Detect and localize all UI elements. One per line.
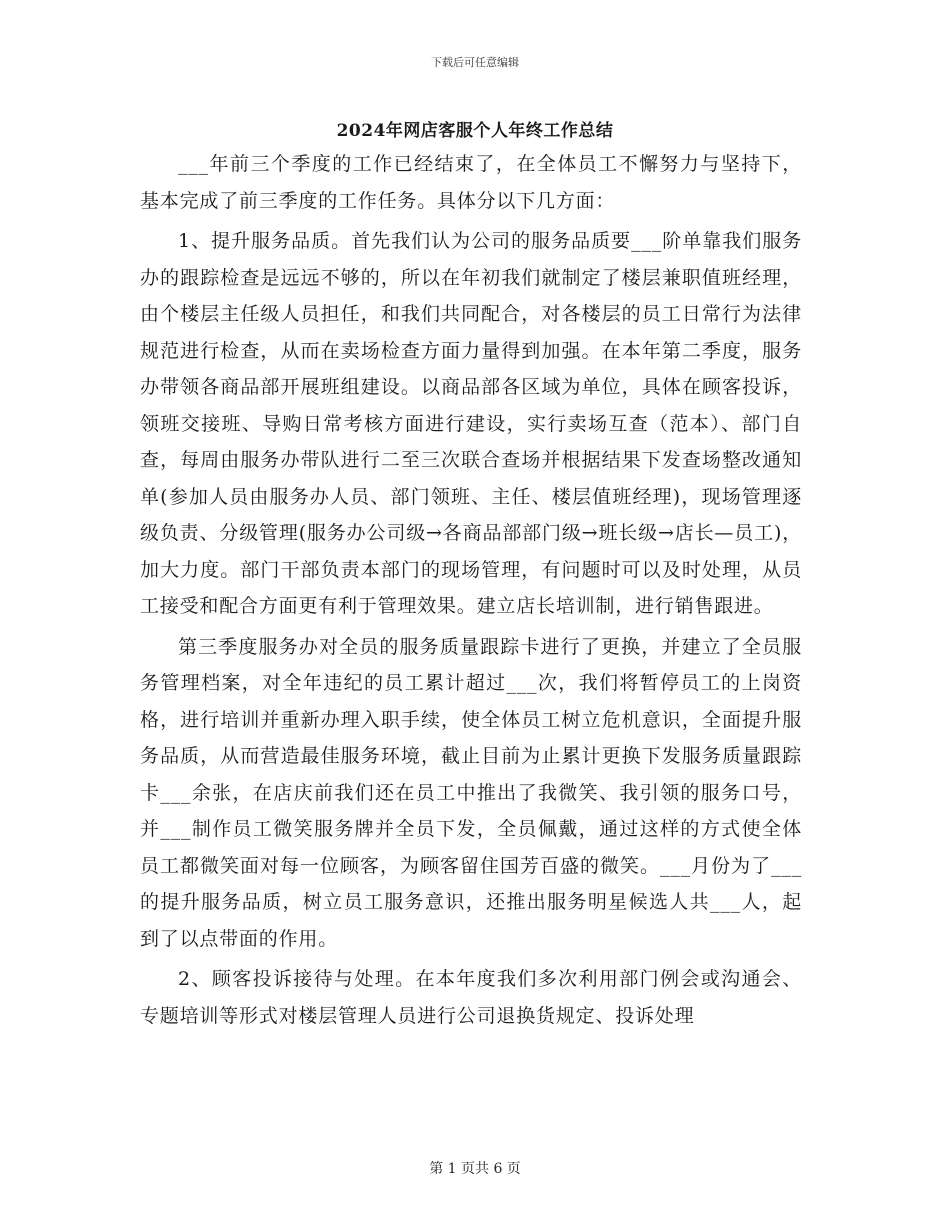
page-footer: 第 1 页共 6 页 [429,1161,521,1177]
paragraph-complaints: 2、顾客投诉接待与处理。在本年度我们多次利用部门例会或沟通会、专题培训等形式对楼层管理人员进行公司退换货规定、投诉处理 [140,968,802,1027]
document-body [140,146,802,1034]
paragraph-service-quality: 1、提升服务品质。首先我们认为公司的服务品质要___阶单靠我们服务办的跟踪检查是远远不够的，所以在年初我们就制定了楼层兼职值班经理，由个楼层主任级人员担任，和我们共同配合，对各楼层的员工日常行为法律规范进行检查，从而在卖场检查方面力量得到加强。在本年第二季度，服务办带领各商品部开展班组建设。以商品部各区域为单位，具体在顾客投诉，领班交接班、导购日常考核方面进行建设，实行卖场互查（范本）、部门自查，每周由服务办带队进行二至三次联合查场并根据结果下发查场整改通知单(参加人员由服务办人员、部门领班、主任、楼层值班经理)，现场管理逐级负责、分级管理(服务办公司级→各商品部部门级→班长级→店长—员工)，加大力度。部门干部负责本部门的现场管理，有问题时可以及时处理，从员工接受和配合方面更有利于管理效果。建立店长培训制，进行销售跟进。 [140,230,802,617]
paragraph-intro: ___年前三个季度的工作已经结束了，在全体员工不懈努力与坚持下，基本完成了前三季度的工作任务。具体分以下几方面： [140,153,802,212]
header-note: 下载后可任意编辑 [431,56,519,69]
paragraph-third-quarter: 第三季度服务办对全员的服务质量跟踪卡进行了更换，并建立了全员服务管理档案，对全年违纪的员工累计超过___次，我们将暂停员工的上岗资格，进行培训并重新办理入职手续，使全体员工树立危机意识，全面提升服务品质，从而营造最佳服务环境，截止目前为止累计更换下发服务质量跟踪卡___余张，在店庆前我们还在员工中推出了我微笑、我引领的服务口号，并___制作员工微笑服务牌并全员下发，全员佩戴，通过这样的方式使全体员工都微笑面对每一位顾客，为顾客留住国芳百盛的微笑。___月份为了___的提升服务品质，树立员工服务意识，还推出服务明星候选人共___人，起到了以点带面的作用。 [140,635,802,950]
page-title: 2024年网店客服个人年终工作总结 [336,121,614,141]
